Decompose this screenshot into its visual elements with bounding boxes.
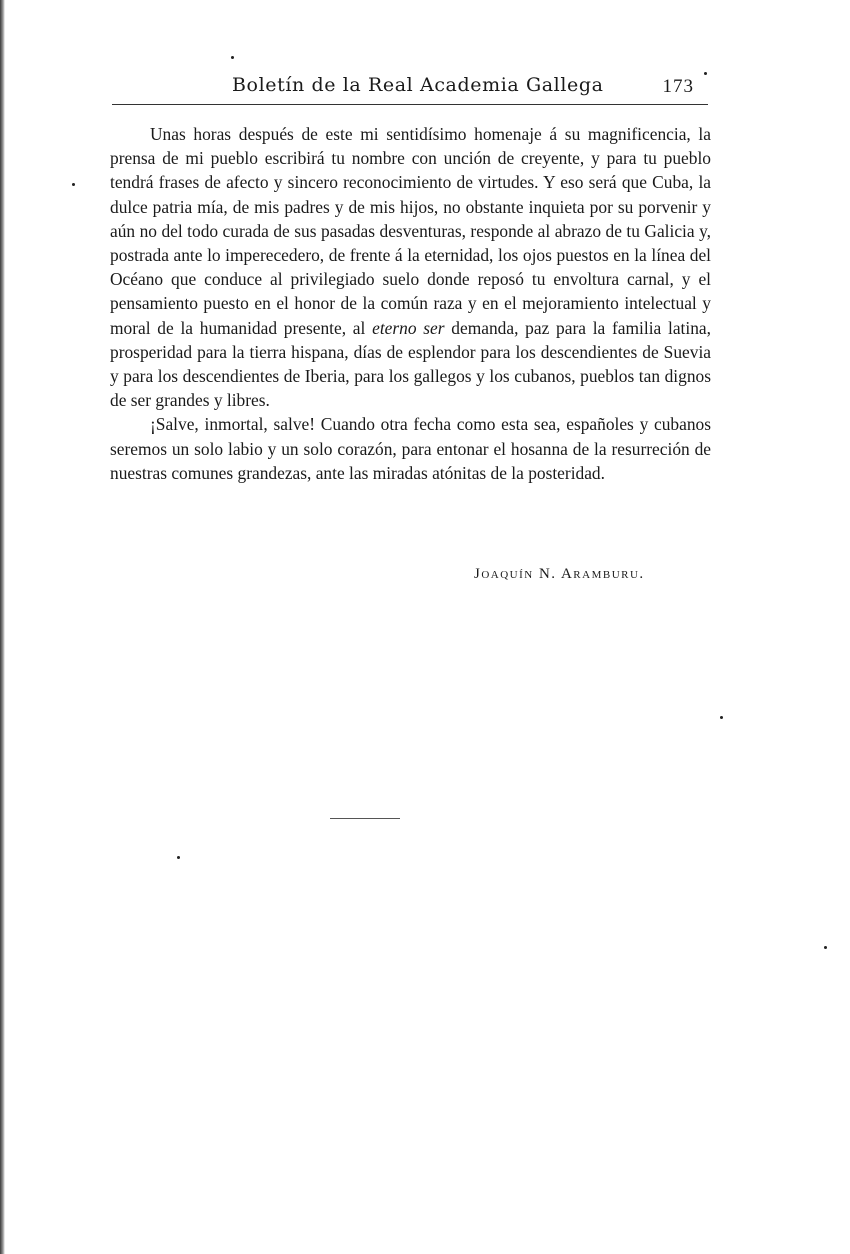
end-rule <box>330 818 400 819</box>
italic-phrase: eterno ser <box>372 317 445 338</box>
print-speck <box>72 183 75 186</box>
print-speck <box>177 856 180 859</box>
print-speck <box>720 716 723 719</box>
print-speck <box>704 72 707 75</box>
paragraph-2: ¡Salve, inmortal, salve! Cuando otra fecha como esta sea, españoles y cubanos seremos un solo labio y un solo corazón, para entonar el hosanna de la resurreción de nuestras comunes grandezas, ante las miradas atónitas de la posteridad. <box>110 414 711 483</box>
paragraph-1-part-1: Unas horas después de este mi sentidísimo homenaje á su magnificencia, la prensa de mi pueblo escribirá tu nombre con unción de creyente, y para tu pueblo tendrá frases de afecto y sincero reconocimiento de virtudes. Y eso será que Cuba, la dulce patria mía, de mis padres y de mis hijos, no obstante inquieta por su porvenir y aún no del todo curada de sus pasadas desventuras, responde al abrazo de tu Galicia y, postrada ante lo imperecedero, de frente á la eternidad, los ojos puestos en la línea del Océano que conduce al privilegiado suelo donde reposó tu envoltura carnal, y el pensamiento puesto en el honor de la común raza y en el mejoramiento intelectual y moral de la humanidad presente, al <box>110 124 711 338</box>
body-text <box>110 122 711 485</box>
print-speck <box>231 56 234 59</box>
page-header <box>112 72 708 102</box>
author-signature: Joaquín N. Aramburu. <box>474 566 645 582</box>
print-speck <box>824 946 827 949</box>
paragraph-1 <box>110 122 711 412</box>
page-binding-edge <box>0 0 5 1254</box>
paragraph-1-part-2: demanda, paz para la familia latina, prosperidad para la tierra hispana, días de esplendor para los descendientes de Suevia y para los descendientes de Iberia, para los gallegos y los cubanos, pueblos tan dignos de ser grandes y libres. <box>110 317 711 411</box>
header-rule <box>112 104 708 105</box>
page-number: 173 <box>662 76 694 97</box>
running-title: Boletín de la Real Academia Gallega <box>232 74 604 96</box>
